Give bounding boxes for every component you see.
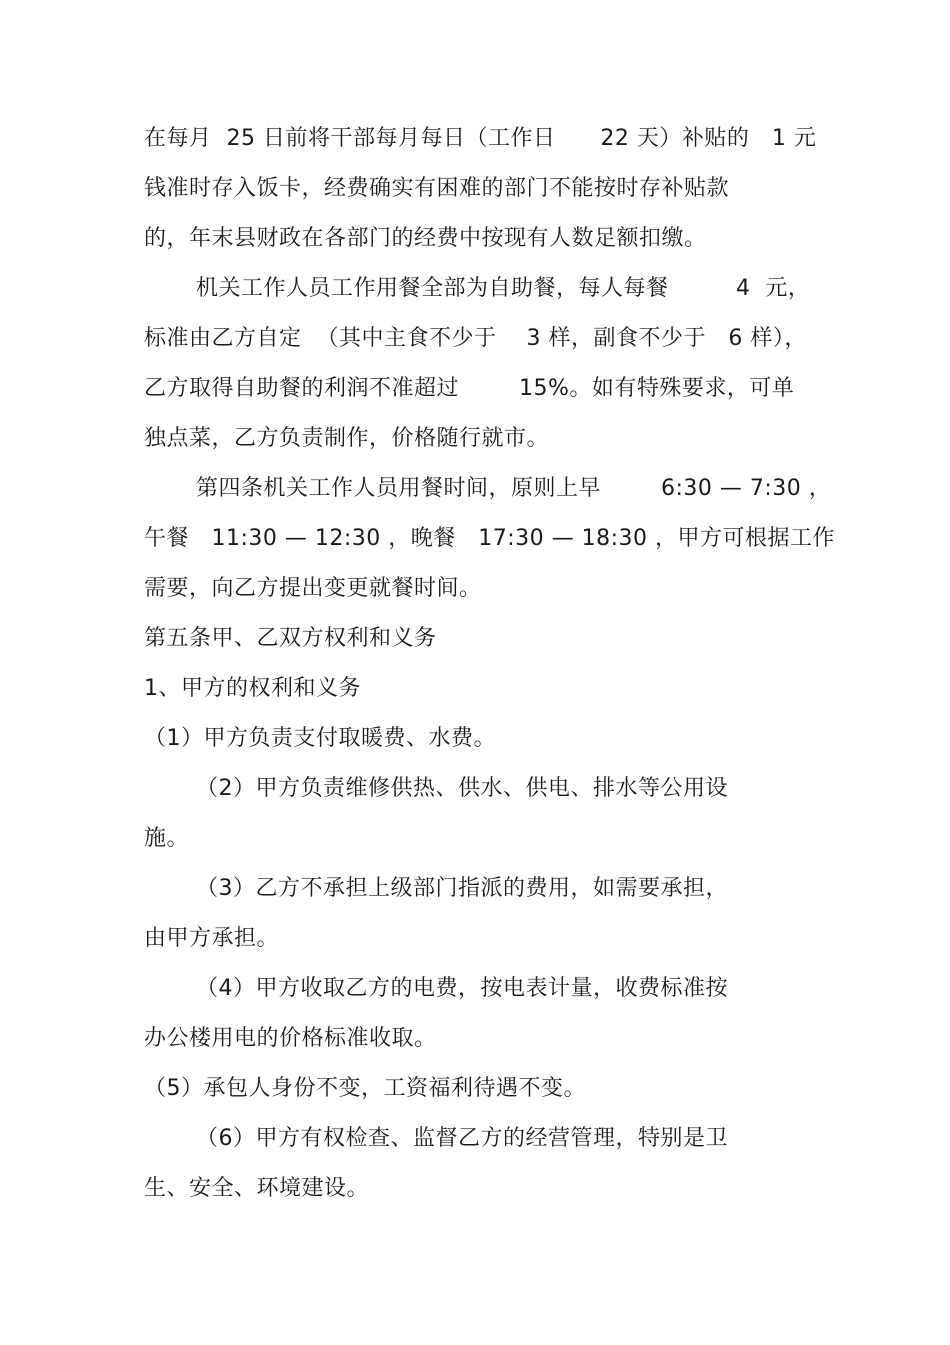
text-line: 机关工作人员工作用餐全部为自助餐，每人每餐 4 元，	[196, 276, 811, 301]
text-line: 需要，向乙方提出变更就餐时间。	[144, 576, 482, 601]
list-item: （3）乙方不承担上级部门指派的费用，如需要承担，	[196, 876, 728, 901]
list-item: （6）甲方有权检查、监督乙方的经营管理，特别是卫	[196, 1126, 728, 1151]
text-line: 标准由乙方自定 （其中主食不少于 3 样，副食不少于 6 样），	[144, 326, 807, 351]
text-line: 在每月 25 日前将干部每月每日（工作日 22 天）补贴的 1 元	[144, 126, 817, 151]
text-line: 第四条机关工作人员用餐时间，原则上早 6:30 — 7:30 ，	[196, 476, 832, 501]
text-line: 乙方取得自助餐的利润不准超过 15%。如有特殊要求，可单	[144, 376, 795, 401]
text-line: 施。	[144, 826, 190, 851]
text-line: 生、安全、环境建设。	[144, 1176, 370, 1201]
text-line: 办公楼用电的价格标准收取。	[144, 1026, 437, 1051]
list-item: （1）甲方负责支付取暖费、水费。	[144, 726, 496, 751]
section-heading: 第五条甲、乙双方权利和义务	[144, 626, 437, 651]
text-line: 由甲方承担。	[144, 926, 280, 951]
list-item: （4）甲方收取乙方的电费，按电表计量，收费标准按	[196, 976, 728, 1001]
text-line: 的，年末县财政在各部门的经费中按现有人数足额扣缴。	[144, 226, 707, 251]
text-line: 钱准时存入饭卡，经费确实有困难的部门不能按时存补贴款	[144, 176, 730, 201]
text-line: 独点菜，乙方负责制作，价格随行就市。	[144, 426, 550, 451]
list-item: （5）承包人身份不变，工资福利待遇不变。	[144, 1076, 586, 1101]
subsection-heading: 1、甲方的权利和义务	[144, 676, 361, 701]
text-line: 午餐 11:30 — 12:30 ，晚餐 17:30 — 18:30 ，甲方可根据工作	[144, 526, 836, 551]
list-item: （2）甲方负责维修供热、供水、供电、排水等公用设	[196, 776, 728, 801]
